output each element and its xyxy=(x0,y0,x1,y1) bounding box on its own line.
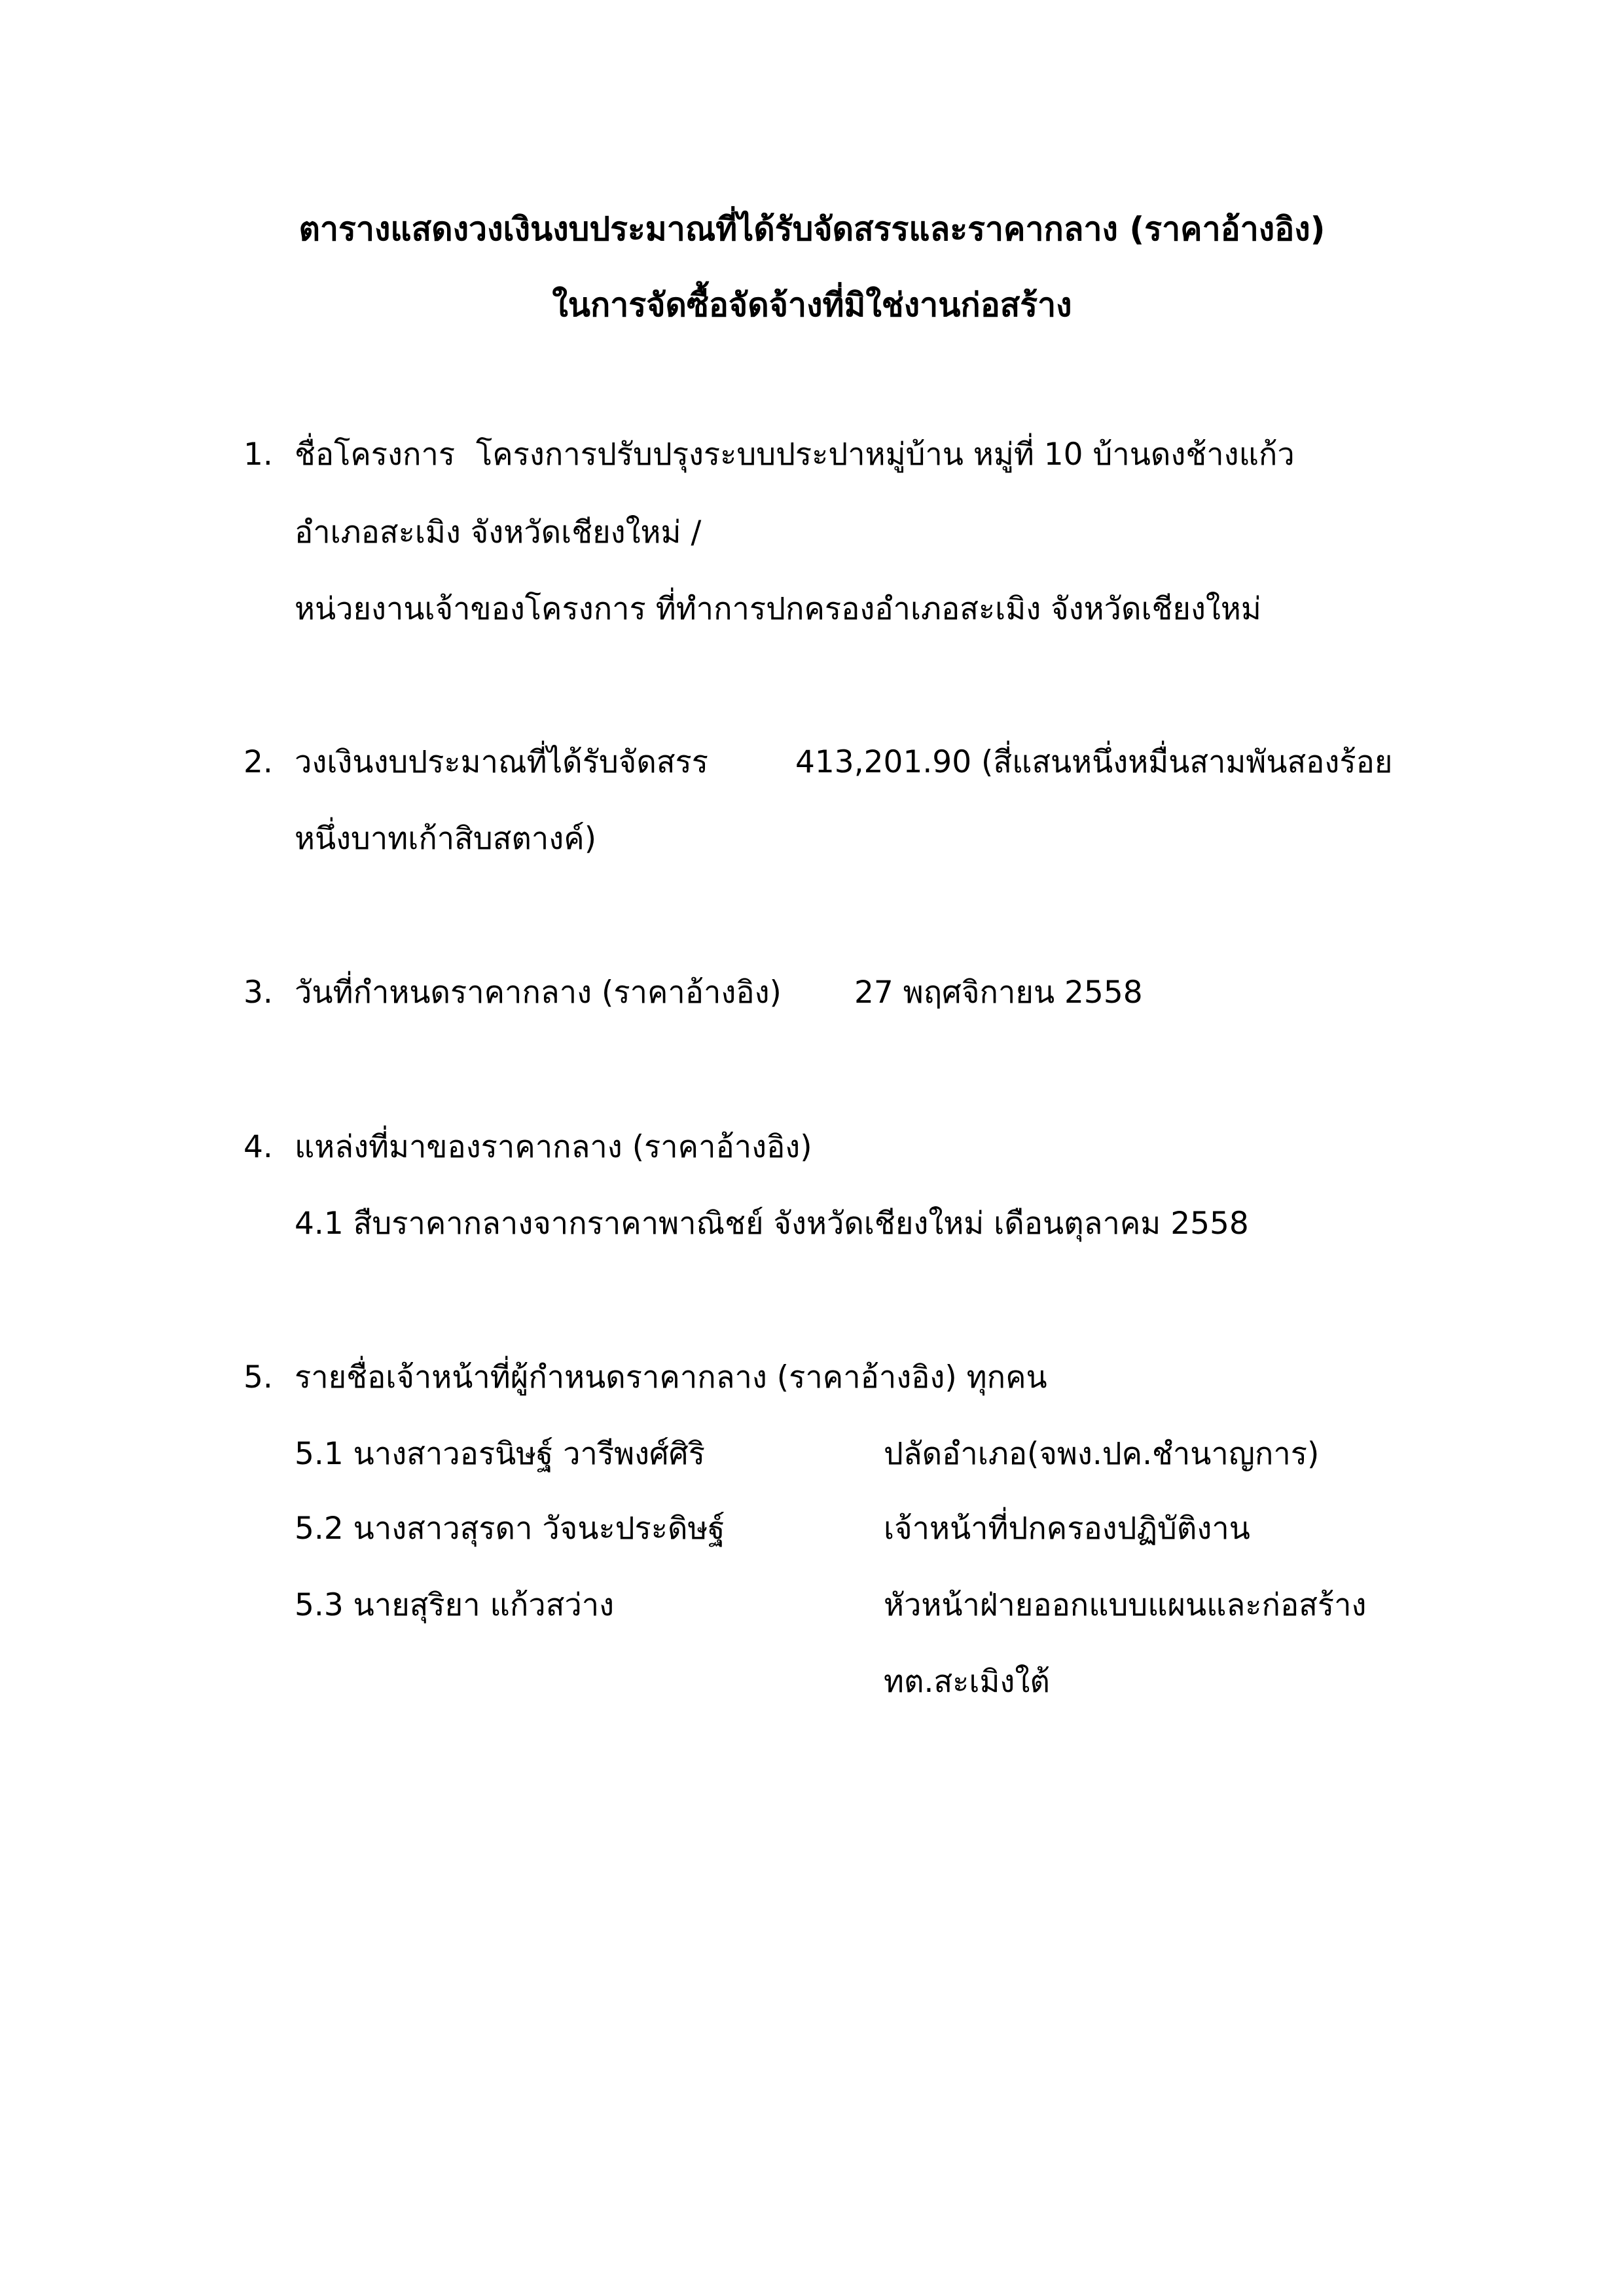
item1-number: 1. xyxy=(244,437,273,473)
item2-amount: 413,201.90 (สี่แสนหนึ่งหมื่นสามพันสองร้อย xyxy=(795,744,1393,780)
item2-label: วงเงินงบประมาณที่ได้รับจัดสรร xyxy=(295,744,709,780)
item4-number: 4. xyxy=(244,1129,273,1165)
item3-label: วันที่กำหนดราคากลาง (ราคาอ้างอิง) xyxy=(295,975,782,1011)
document-title-line1: ตารางแสดงวงเงินงบประมาณที่ได้รับจัดสรรและราคากลาง (ราคาอ้างอิง) xyxy=(298,210,1326,248)
item3-number: 3. xyxy=(244,975,273,1011)
item2-amount-continued: หนึ่งบาทเก้าสิบสตางค์) xyxy=(295,821,597,857)
officer-position: หัวหน้าฝ่ายออกแบบแผนและก่อสร้าง xyxy=(884,1587,1367,1623)
item4-label: แหล่งที่มาของราคากลาง (ราคาอ้างอิง) xyxy=(295,1129,812,1165)
item5-label: รายชื่อเจ้าหน้าที่ผู้กำหนดราคากลาง (ราคาอ้างอิง) ทุกคน xyxy=(295,1359,1047,1395)
officer-position-continued: ทต.สะเมิงใต้ xyxy=(884,1664,1050,1700)
item1-label: ชื่อโครงการ xyxy=(295,437,456,473)
officer-position: ปลัดอำเภอ(จพง.ปค.ชำนาญการ) xyxy=(884,1436,1320,1472)
item1-agency: หน่วยงานเจ้าของโครงการ ที่ทำการปกครองอำเภอสะเมิง จังหวัดเชียงใหม่ xyxy=(295,591,1261,627)
officer-position: เจ้าหน้าที่ปกครองปฏิบัติงาน xyxy=(884,1511,1250,1547)
officer-name: 5.3 นายสุริยา แก้วสว่าง xyxy=(295,1587,615,1623)
item2-number: 2. xyxy=(244,744,273,780)
item5-number: 5. xyxy=(244,1359,273,1395)
item1-project: โครงการปรับปรุงระบบประปาหมู่บ้าน หมู่ที่ 10 บ้านดงช้างแก้ว xyxy=(476,437,1295,473)
officer-name: 5.2 นางสาวสุรดา วัจนะประดิษฐ์ xyxy=(295,1511,725,1547)
item4-source: 4.1 สืบราคากลางจากราคาพาณิชย์ จังหวัดเชียงใหม่ เดือนตุลาคม 2558 xyxy=(295,1206,1249,1242)
item1-location: อำเภอสะเมิง จังหวัดเชียงใหม่ / xyxy=(295,514,702,550)
item3-date: 27 พฤศจิกายน 2558 xyxy=(854,975,1143,1011)
document-title-line2: ในการจัดซื้อจัดจ้างที่มิใช่งานก่อสร้าง xyxy=(552,286,1072,324)
officer-name: 5.1 นางสาวอรนิษฐ์ วารีพงศ์ศิริ xyxy=(295,1436,705,1472)
